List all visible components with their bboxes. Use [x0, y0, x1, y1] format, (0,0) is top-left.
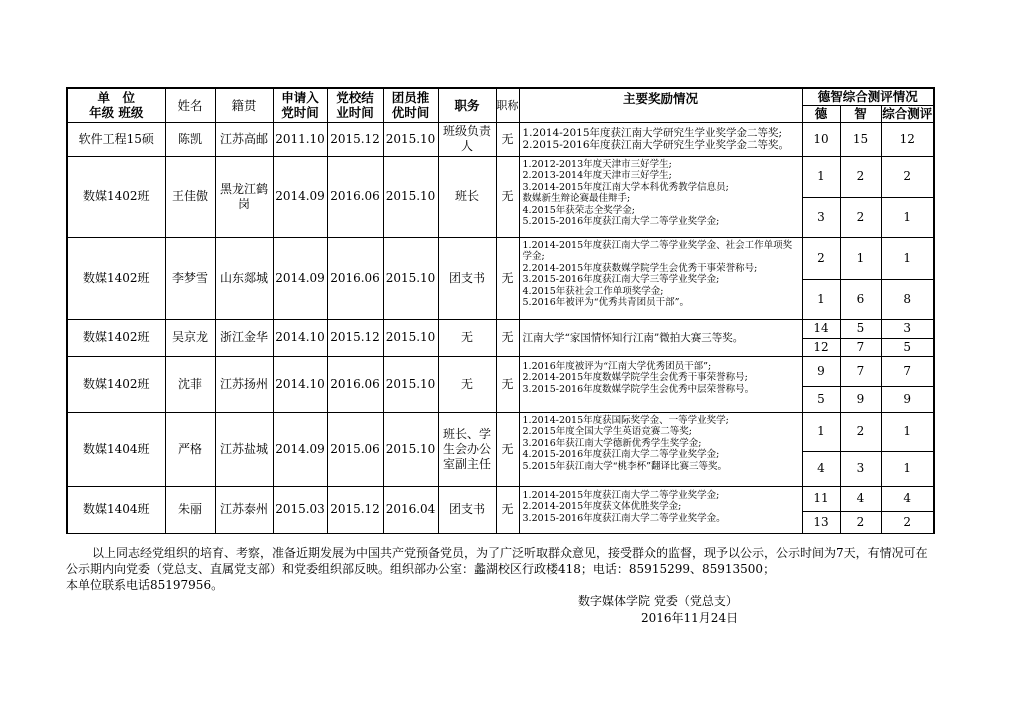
cell-de: 3: [802, 197, 840, 237]
public-notice: [66, 545, 946, 593]
notice-line-1: 以上同志经党组织的培育、考察，准备近期发展为中国共产党预备党员，为了广泛听取群众意见，接受群众的监督，现予以公示，公示时间为7天，有情况可在: [92, 546, 928, 560]
cell-name: 李梦雪: [165, 237, 215, 319]
cell-zhi: 7: [840, 338, 881, 356]
cell-native: 江苏盐城: [215, 412, 273, 486]
cell-school-date: 2016.06: [327, 356, 383, 412]
cell-unit: 数媒1404班: [67, 412, 165, 486]
cell-recommend-date: 2015.10: [383, 122, 438, 156]
cell-awards: 1.2014-2015年度获江南大学二等学业奖学金; 2.2014-2015年度获文体优胜奖学金; 3.2015-2016年度获江南大学二等学业奖学金。: [519, 486, 802, 533]
cell-unit: 数媒1402班: [67, 356, 165, 412]
cell-name: 朱丽: [165, 486, 215, 533]
cell-overall: 8: [881, 279, 934, 319]
header-eval: 德智综合测评情况: [802, 88, 934, 105]
cell-recommend-date: 2015.10: [383, 412, 438, 486]
cell-awards: 1.2012-2013年度天津市三好学生; 2.2013-2014年度天津市三好学生; 3.2014-2015年度江南大学本科优秀教学信息员; 数媒新生辩论赛最佳辩手; 4.2015年获荣志全奖学金; 5.2015-2016年度获江南大学二等学业奖学金;: [519, 156, 802, 237]
cell-apply-date: 2014.09: [273, 237, 327, 319]
cell-overall: 9: [881, 386, 934, 412]
cell-school-date: 2015.12: [327, 486, 383, 533]
cell-apply-date: 2014.10: [273, 356, 327, 412]
cell-overall: 3: [881, 319, 934, 338]
cell-name: 王佳傲: [165, 156, 215, 237]
cell-zhi: 2: [840, 511, 881, 533]
cell-school-date: 2015.12: [327, 122, 383, 156]
cell-position: 班长、学生会办公室副主任: [438, 412, 496, 486]
table-row: [67, 486, 934, 511]
notice-line-3: 本单位联系电话85197956。: [66, 578, 224, 592]
cell-zhi: 5: [840, 319, 881, 338]
cell-de: 1: [802, 279, 840, 319]
cell-zhi: 2: [840, 156, 881, 197]
cell-zhi: 15: [840, 122, 881, 156]
cell-zhi: 4: [840, 486, 881, 511]
cell-awards: 1.2014-2015年度获江南大学二等学业奖学金、社会工作单项奖学金; 2.2014-2015年度获数媒学院学生会优秀干事荣誉称号; 3.2015-2016年度获江南大学三等学业奖学金; 4.2015年获社会工作单项奖学金; 5.2016年被评为“优秀共青团员干部”。: [519, 237, 802, 319]
header-awards: 主要奖励情况: [519, 88, 802, 122]
cell-zhi: 9: [840, 386, 881, 412]
table-row: [67, 156, 934, 197]
notice-line-2: 公示期内向党委（党总支、直属党支部）和党委组织部反映。组织部办公室：蠡湖校区行政楼418；电话：85915299、85913500；: [66, 562, 776, 576]
cell-position: 团支书: [438, 486, 496, 533]
cell-native: 黑龙江鹤岗: [215, 156, 273, 237]
cell-zhi: 1: [840, 237, 881, 279]
cell-native: 浙江金华: [215, 319, 273, 356]
cell-overall: 1: [881, 451, 934, 486]
cell-title: 无: [496, 237, 519, 319]
header-name: 姓名: [165, 88, 215, 122]
cell-overall: 7: [881, 356, 934, 386]
cell-unit: 数媒1402班: [67, 156, 165, 237]
cell-de: 1: [802, 156, 840, 197]
cell-apply-date: 2015.03: [273, 486, 327, 533]
cell-recommend-date: 2015.10: [383, 156, 438, 237]
cell-apply-date: 2011.10: [273, 122, 327, 156]
cell-overall: 1: [881, 197, 934, 237]
cell-awards: 江南大学“家国情怀知行江南”微拍大赛三等奖。: [519, 319, 802, 356]
cell-unit: 数媒1402班: [67, 237, 165, 319]
cell-apply-date: 2014.10: [273, 319, 327, 356]
cell-position: 无: [438, 356, 496, 412]
signature-org: 数字媒体学院 党委（党总支）: [578, 594, 738, 608]
cell-overall: 2: [881, 511, 934, 533]
header-zhi: 智: [840, 105, 881, 122]
header-apply-date: 申请入 党时间: [273, 88, 327, 122]
cell-native: 江苏扬州: [215, 356, 273, 412]
cell-recommend-date: 2015.10: [383, 319, 438, 356]
header-position: 职务: [438, 88, 496, 122]
cell-de: 14: [802, 319, 840, 338]
table-row: [67, 237, 934, 279]
cell-de: 5: [802, 386, 840, 412]
cell-unit: 数媒1404班: [67, 486, 165, 533]
signature-block: [578, 593, 738, 627]
cell-de: 13: [802, 511, 840, 533]
header-unit: 单 位 年级 班级: [67, 88, 165, 122]
header-title: 职称: [496, 88, 519, 122]
cell-apply-date: 2014.09: [273, 412, 327, 486]
cell-unit: 数媒1402班: [67, 319, 165, 356]
cell-native: 江苏高邮: [215, 122, 273, 156]
cell-overall: 12: [881, 122, 934, 156]
cell-overall: 4: [881, 486, 934, 511]
cell-de: 10: [802, 122, 840, 156]
cell-recommend-date: 2015.10: [383, 237, 438, 319]
candidate-table: [66, 87, 935, 534]
cell-zhi: 2: [840, 412, 881, 451]
cell-apply-date: 2014.09: [273, 156, 327, 237]
cell-overall: 1: [881, 412, 934, 451]
cell-title: 无: [496, 486, 519, 533]
cell-position: 团支书: [438, 237, 496, 319]
cell-school-date: 2015.06: [327, 412, 383, 486]
header-native: 籍贯: [215, 88, 273, 122]
cell-native: 山东郯城: [215, 237, 273, 319]
cell-recommend-date: 2015.10: [383, 356, 438, 412]
cell-overall: 1: [881, 237, 934, 279]
table-row: [67, 122, 934, 156]
cell-overall: 5: [881, 338, 934, 356]
signature-date: 2016年11月24日: [641, 611, 739, 625]
cell-zhi: 7: [840, 356, 881, 386]
table-row: [67, 412, 934, 451]
header-de: 德: [802, 105, 840, 122]
cell-title: 无: [496, 356, 519, 412]
header-recommend-date: 团员推 优时间: [383, 88, 438, 122]
cell-de: 11: [802, 486, 840, 511]
cell-name: 吴京龙: [165, 319, 215, 356]
cell-zhi: 2: [840, 197, 881, 237]
cell-overall: 2: [881, 156, 934, 197]
cell-zhi: 6: [840, 279, 881, 319]
cell-school-date: 2016.06: [327, 156, 383, 237]
cell-position: 班长: [438, 156, 496, 237]
cell-position: 无: [438, 319, 496, 356]
cell-school-date: 2015.12: [327, 319, 383, 356]
cell-recommend-date: 2016.04: [383, 486, 438, 533]
cell-de: 12: [802, 338, 840, 356]
cell-title: 无: [496, 156, 519, 237]
table-row: [67, 319, 934, 338]
cell-name: 陈凯: [165, 122, 215, 156]
cell-title: 无: [496, 319, 519, 356]
cell-unit: 软件工程15硕: [67, 122, 165, 156]
cell-de: 4: [802, 451, 840, 486]
cell-position: 班级负责人: [438, 122, 496, 156]
cell-awards: 1.2014-2015年度获国际奖学金、一等学业奖学; 2.2015年度全国大学生英语竞赛二等奖; 3.2016年获江南大学德新优秀学生奖学金; 4.2015-2016年度获江南大学二等学业奖学金; 5.2015年获江南大学“桃李杯”翻译比赛三等奖。: [519, 412, 802, 486]
cell-school-date: 2016.06: [327, 237, 383, 319]
cell-awards: 1.2014-2015年度获江南大学研究生学业奖学金二等奖; 2.2015-2016年度获江南大学研究生学业奖学金二等奖。: [519, 122, 802, 156]
cell-name: 沈菲: [165, 356, 215, 412]
header-school-date: 党校结 业时间: [327, 88, 383, 122]
cell-zhi: 3: [840, 451, 881, 486]
cell-title: 无: [496, 122, 519, 156]
cell-name: 严格: [165, 412, 215, 486]
cell-de: 9: [802, 356, 840, 386]
cell-native: 江苏泰州: [215, 486, 273, 533]
cell-de: 1: [802, 412, 840, 451]
cell-de: 2: [802, 237, 840, 279]
cell-title: 无: [496, 412, 519, 486]
header-overall: 综合测评: [882, 106, 933, 121]
table-row: [67, 356, 934, 386]
cell-awards: 1.2016年度被评为“江南大学优秀团员干部”; 2.2014-2015年度数媒学院学生会优秀干事荣誉称号; 3.2015-2016年度数媒学院学生会优秀中层荣誉称号。: [519, 356, 802, 412]
